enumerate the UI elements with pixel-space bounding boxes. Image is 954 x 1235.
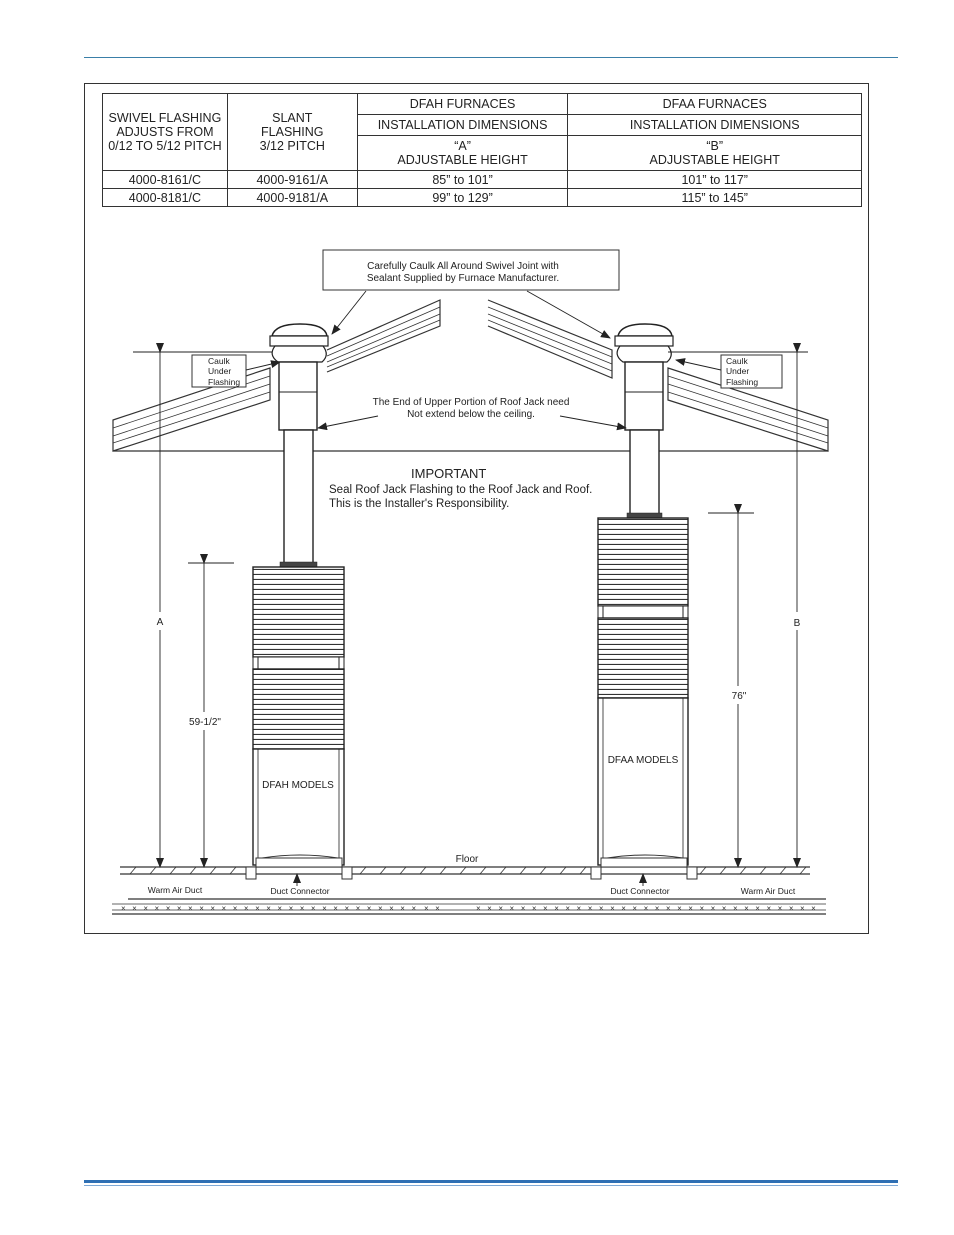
caulk-right-line-1: Caulk [726, 356, 748, 366]
dfaa-models-label: DFAA MODELS [607, 755, 679, 766]
caulk-note-line-2: Sealant Supplied by Furnace Manufacturer. [366, 273, 560, 284]
dimension-dfah [188, 563, 234, 867]
important-line-2: This is the Installer's Responsibility. [329, 498, 510, 510]
header-dfaa-height: “B” ADJUSTABLE HEIGHT [568, 136, 862, 171]
roof-jack-note-line-1: The End of Upper Portion of Roof Jack need [372, 397, 570, 408]
caulk-right-line-2: Under [726, 366, 750, 376]
dfah-furnace [253, 567, 344, 865]
duct-connector-left-label: Duct Connector [270, 886, 330, 896]
cell-swivel: 4000-8181/C [103, 189, 228, 207]
cell-dfah: 99” to 129” [357, 189, 568, 207]
caulk-left-line-3: Flashing [208, 377, 241, 387]
cell-slant: 4000-9181/A [227, 189, 357, 207]
caulk-left-line-2: Under [208, 366, 232, 376]
dfah-models-label: DFAH MODELS [262, 780, 334, 791]
header-swivel-flashing: SWIVEL FLASHING ADJUSTS FROM 0/12 TO 5/12 PITCH [103, 94, 228, 171]
dim-dfah-label: 59-1/2" [189, 717, 221, 728]
svg-text:××××××××××××××××××××××××××××××: ××××××××××××××××××××××××××××××× [476, 904, 823, 913]
important-title: IMPORTANT [411, 466, 487, 481]
svg-text:×××××××××××××××××××××××××××: ××××××××××××××××××××××××××× [121, 904, 423, 913]
dfaa-furnace [598, 518, 688, 865]
floor-label: Floor [455, 854, 479, 865]
warm-air-right-label: Warm Air Duct [740, 886, 796, 896]
svg-text:××: ×× [424, 904, 447, 913]
header-dfaa-install: INSTALLATION DIMENSIONS [568, 115, 862, 136]
cell-dfaa: 115” to 145” [568, 189, 862, 207]
header-dfaa-furnaces: DFAA FURNACES [568, 94, 862, 115]
caulk-left-line-1: Caulk [208, 356, 230, 366]
caulk-right-line-3: Flashing [726, 377, 759, 387]
roof-jack-left [270, 324, 328, 567]
cell-dfaa: 101” to 117” [568, 171, 862, 189]
dim-b-label: B [793, 618, 801, 629]
warm-air-left-label: Warm Air Duct [147, 885, 203, 895]
roof-left [113, 300, 440, 451]
caulk-note-line-1: Carefully Caulk All Around Swivel Joint with [367, 261, 559, 272]
cell-slant: 4000-9161/A [227, 171, 357, 189]
dim-dfaa-label: 76" [731, 691, 747, 702]
duct-connector-right-label: Duct Connector [610, 886, 670, 896]
header-dfah-furnaces: DFAH FURNACES [357, 94, 568, 115]
cell-swivel: 4000-8161/C [103, 171, 228, 189]
dimension-dfaa [708, 513, 754, 867]
roof-jack-note-line-2: Not extend below the ceiling. [407, 409, 535, 420]
cell-dfah: 85” to 101” [357, 171, 568, 189]
important-line-1: Seal Roof Jack Flashing to the Roof Jack and Roof. [329, 484, 593, 496]
header-slant-flashing: SLANT FLASHING 3/12 PITCH [227, 94, 357, 171]
dim-a-label: A [156, 617, 164, 628]
footer-rule [84, 1180, 898, 1183]
header-dfah-height: “A” ADJUSTABLE HEIGHT [357, 136, 568, 171]
roof-jack-right [615, 324, 673, 518]
warm-air-duct [112, 899, 826, 914]
header-dfah-install: INSTALLATION DIMENSIONS [357, 115, 568, 136]
footer-rule-thin [84, 1185, 898, 1186]
